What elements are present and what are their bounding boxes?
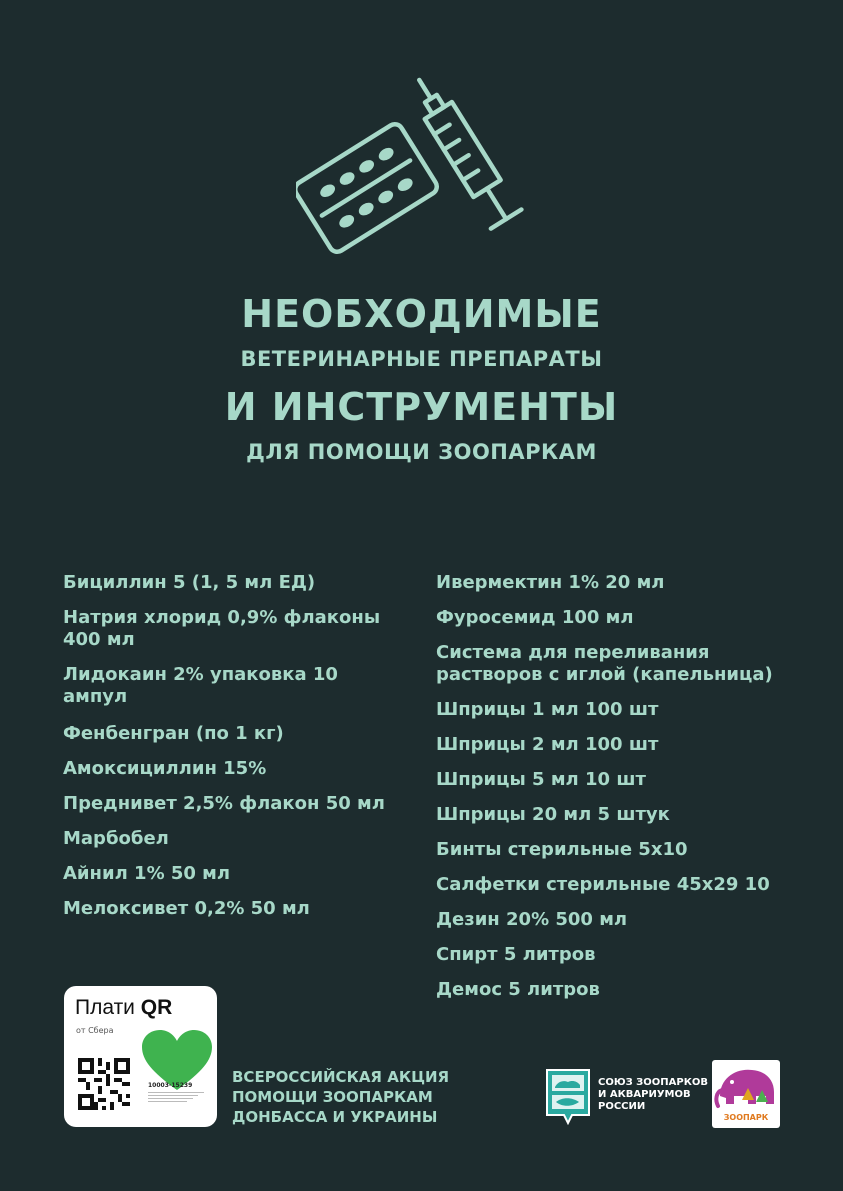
list-item: Амоксициллин 15% — [63, 758, 267, 779]
pills-and-syringe-icon — [296, 58, 546, 264]
qr-payment-card[interactable] — [64, 986, 217, 1127]
qr-fine-print-lines — [148, 1091, 204, 1104]
zoo-union-emblem-icon — [546, 1069, 590, 1125]
zoo-caption: ЗООПАРК — [723, 1113, 769, 1122]
zoo-union-name: СОЮЗ ЗООПАРКОВ И АКВАРИУМОВ РОССИИ — [598, 1077, 709, 1112]
list-item: Бинты стерильные 5х10 — [436, 839, 688, 860]
qr-code[interactable] — [78, 1058, 130, 1110]
headline-line-4: ДЛЯ ПОМОЩИ ЗООПАРКАМ — [246, 440, 597, 464]
list-item: Айнил 1% 50 мл — [63, 863, 231, 884]
list-item: Дезин 20% 500 мл — [436, 909, 628, 930]
qr-number: 10003-15239 — [148, 1082, 193, 1089]
list-item: Шприцы 2 мл 100 шт — [436, 734, 659, 755]
list-item: Натрия хлорид 0,9% флаконы 400 мл — [63, 607, 381, 650]
list-item: Салфетки стерильные 45х29 10 — [436, 874, 770, 895]
headline-line-3: И ИНСТРУМЕНТЫ — [224, 385, 619, 429]
headline-line-2: ВЕТЕРИНАРНЫЕ ПРЕПАРАТЫ — [240, 347, 603, 371]
list-item: Система для переливания растворов с иглой (капельница) — [436, 642, 773, 685]
list-item: Демос 5 литров — [436, 979, 600, 1000]
list-item: Лидокаин 2% упаковка 10 ампул — [63, 664, 338, 707]
campaign-text: ВСЕРОССИЙСКАЯ АКЦИЯ ПОМОЩИ ЗООПАРКАМ ДОНБАССА И УКРАИНЫ — [232, 1068, 450, 1126]
left-list — [63, 572, 408, 933]
list-item: Ивермектин 1% 20 мл — [436, 572, 665, 593]
list-item: Спирт 5 литров — [436, 944, 596, 965]
zoo-logo — [712, 1060, 780, 1128]
list-item: Фенбенгран (по 1 кг) — [63, 723, 284, 744]
headline-line-1: НЕОБХОДИМЫЕ — [241, 292, 602, 336]
list-item: Шприцы 1 мл 100 шт — [436, 699, 659, 720]
list-item: Фуросемид 100 мл — [436, 607, 634, 628]
right-list — [436, 572, 806, 1014]
qr-subtitle: от Сбера — [76, 1026, 114, 1035]
list-item: Шприцы 5 мл 10 шт — [436, 769, 646, 790]
elephant-logo-icon — [712, 1060, 780, 1112]
list-item: Бициллин 5 (1, 5 мл ЕД) — [63, 572, 316, 593]
list-item: Шприцы 20 мл 5 штук — [436, 804, 670, 825]
qr-brand: Плати QR — [75, 996, 173, 1019]
list-item: Марбобел — [63, 828, 169, 849]
list-item: Мелоксивет 0,2% 50 мл — [63, 898, 310, 919]
list-item: Преднивет 2,5% флакон 50 мл — [63, 793, 385, 814]
